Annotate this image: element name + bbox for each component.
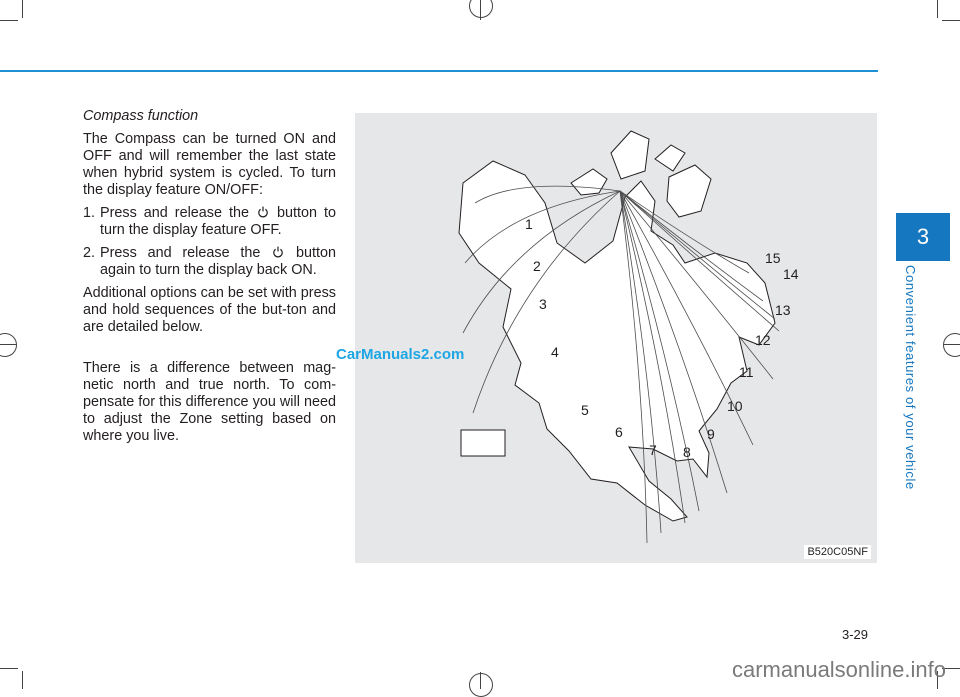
zone-label: 15 xyxy=(765,250,781,266)
text-column xyxy=(83,108,336,451)
crop-mark xyxy=(0,668,18,669)
step-text-after: button to turn the display feature OFF. xyxy=(100,205,337,238)
power-button-icon xyxy=(256,206,270,218)
magnetic-north-paragraph: There is a difference between mag-netic north and true north. To com-pensate for this difference you will need to adjust the Zone setting based on where you live. xyxy=(83,360,336,444)
crop-mark xyxy=(0,20,18,21)
subsection-heading: Compass function xyxy=(83,108,199,124)
step-number: 2. xyxy=(83,245,96,261)
registration-mark xyxy=(469,673,493,697)
registration-mark xyxy=(480,0,481,20)
north-america-landmass xyxy=(459,161,775,521)
zone-label: 13 xyxy=(775,302,791,318)
step-number: 1. xyxy=(83,205,96,221)
registration-mark xyxy=(944,344,960,345)
crop-mark xyxy=(22,671,23,689)
additional-options-paragraph: Additional options can be set with press and hold sequences of the but-ton and are detailed below. xyxy=(83,285,336,335)
hawaii-inset xyxy=(461,430,505,456)
zone-label: 5 xyxy=(581,402,589,418)
registration-mark xyxy=(469,0,493,18)
zone-label: 14 xyxy=(783,266,799,282)
zone-label: 8 xyxy=(683,444,691,460)
power-button-icon xyxy=(271,246,285,258)
zone-label: 1 xyxy=(525,216,533,232)
footer-watermark: carmanualsonline.info xyxy=(731,657,946,682)
step-2 xyxy=(83,245,336,279)
step-text-before: Press and release the xyxy=(100,205,249,221)
zone-label: 11 xyxy=(739,364,754,380)
zone-label: 12 xyxy=(755,332,771,348)
compass-zone-map-figure xyxy=(355,113,877,563)
zone-label: 2 xyxy=(533,258,541,274)
watermark: CarManuals2.com xyxy=(336,346,465,363)
intro-paragraph: The Compass can be turned ON and OFF and will remember the last state when hybrid system is cycled. To turn the display feature ON/OFF: xyxy=(83,131,336,198)
zone-label: 3 xyxy=(539,296,547,312)
step-text-after: button again to turn the display back ON. xyxy=(100,245,336,278)
step-1 xyxy=(83,205,336,239)
registration-mark xyxy=(0,333,17,357)
step-text-before: Press and release the xyxy=(100,245,261,261)
crop-mark xyxy=(942,20,960,21)
zone-label: 10 xyxy=(727,398,743,414)
zone-label: 6 xyxy=(615,424,623,440)
zone-map-svg xyxy=(355,113,877,563)
zone-label: 7 xyxy=(649,442,657,458)
registration-mark xyxy=(480,672,481,689)
zone-label: 9 xyxy=(707,426,715,442)
zone-label: 4 xyxy=(551,344,559,360)
figure-code: B520C05NF xyxy=(804,545,871,559)
page-number: 3-29 xyxy=(842,627,869,642)
crop-mark xyxy=(22,0,23,18)
crop-mark xyxy=(937,0,938,18)
greenland xyxy=(667,165,711,217)
section-number-tab: 3 xyxy=(896,213,950,261)
registration-mark xyxy=(0,344,16,345)
registration-mark xyxy=(943,333,960,357)
section-title: Convenient features of your vehicle xyxy=(903,265,918,490)
header-rule xyxy=(0,70,878,72)
